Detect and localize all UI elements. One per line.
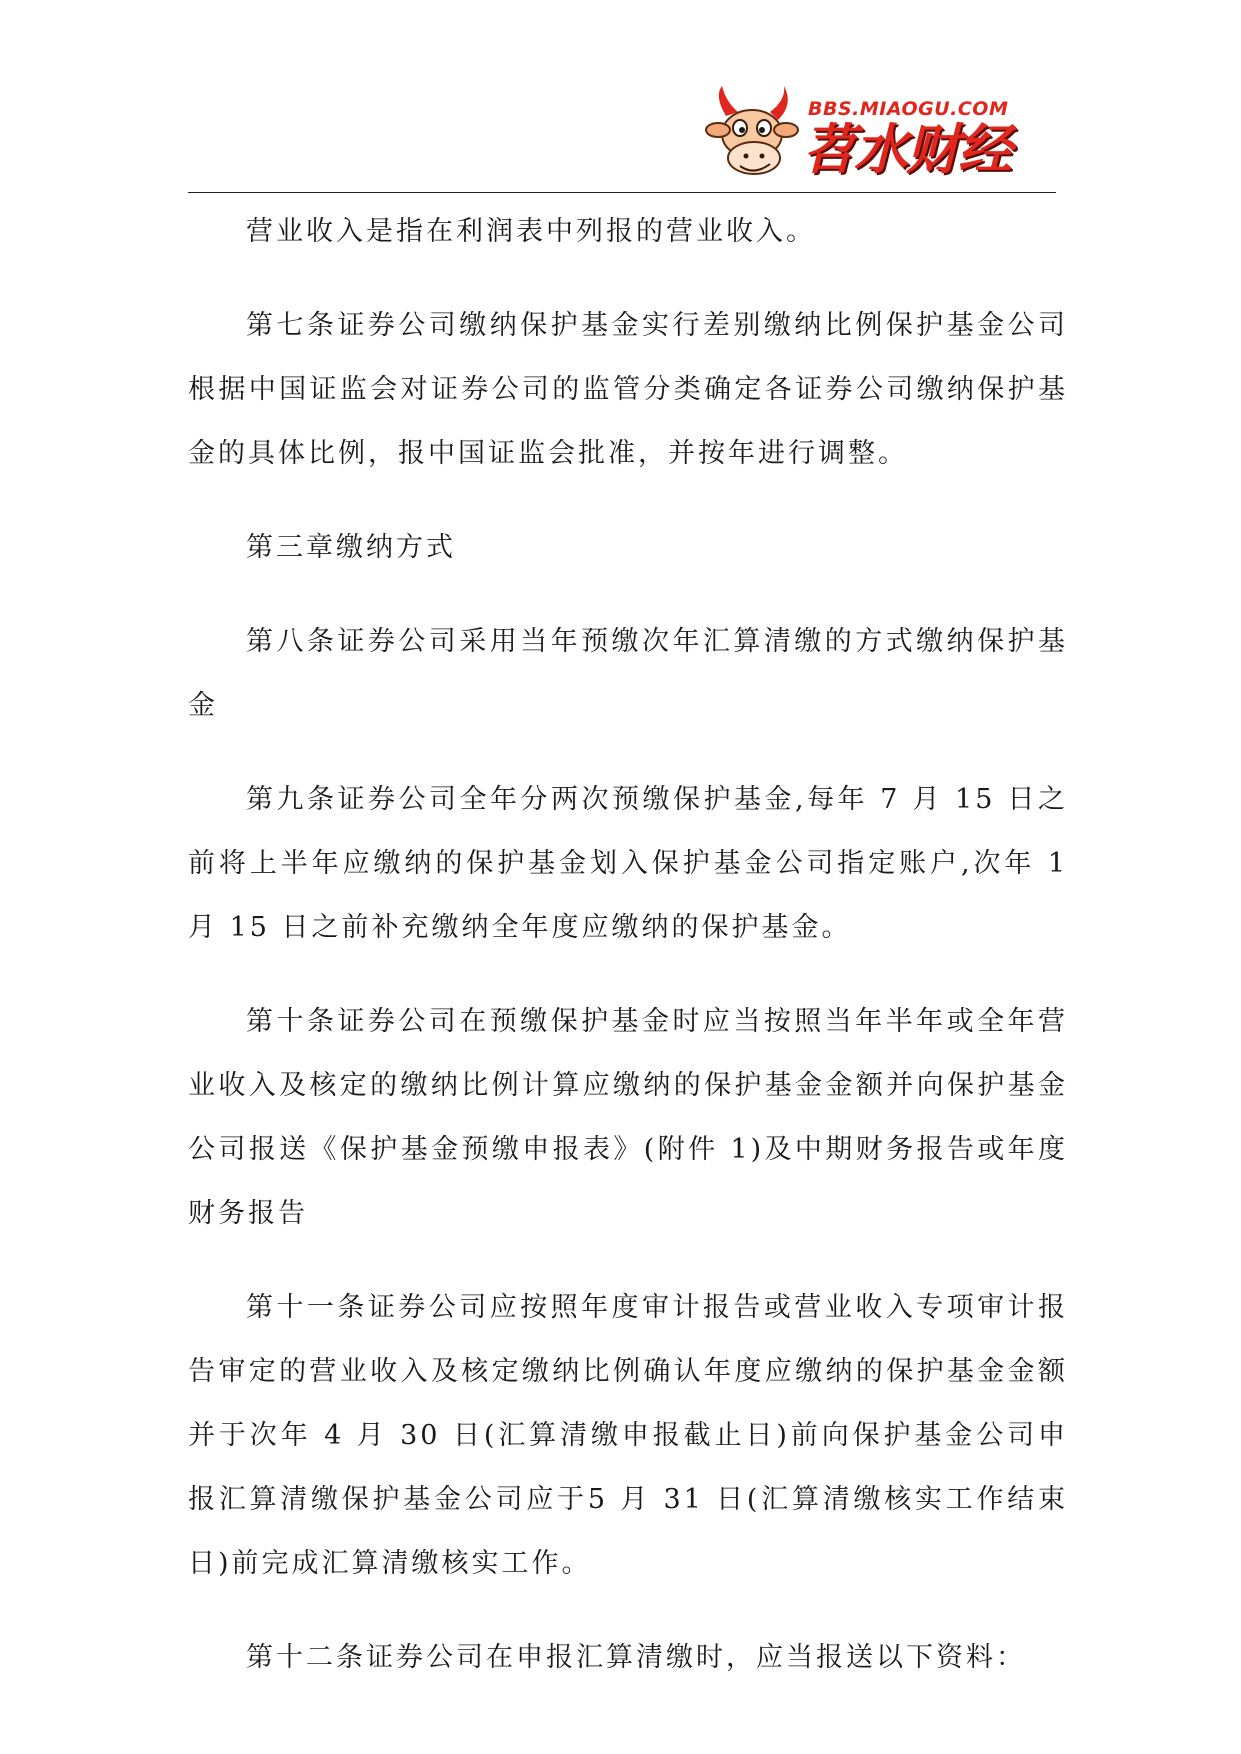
bull-mascot-icon <box>696 86 808 186</box>
page-header <box>188 80 1056 192</box>
chapter-heading: 第三章缴纳方式 <box>246 532 456 563</box>
paragraph: 第七条证券公司缴纳保护基金实行差别缴纳比例保护基金公司根据中国证监会对证券公司的监管分类确定各证券公司缴纳保护基金的具体比例，报中国证监会批准，并按年进行调整。 <box>188 310 1068 469</box>
paragraph: 第八条证券公司采用当年预缴次年汇算清缴的方式缴纳保护基金 <box>188 626 1068 721</box>
paragraph: 第十条证券公司在预缴保护基金时应当按照当年半年或全年营业收入及核定的缴纳比例计算应缴纳的保护基金金额并向保护基金公司报送《保护基金预缴申报表》(附件 1)及中期财务报告或年度财务报告 <box>188 1006 1068 1229</box>
header-divider <box>188 192 1056 193</box>
logo-url-text: BBS.MIAOGU.COM <box>808 98 1009 120</box>
site-logo[interactable] <box>696 86 1026 186</box>
paragraph: 第九条证券公司全年分两次预缴保护基金,每年 7 月 15 日之前将上半年应缴纳的保护基金划入保护基金公司指定账户,次年 1 月 15 日之前补充缴纳全年度应缴纳的保护基金。 <box>188 784 1068 943</box>
logo-name-text: 苕水财经 <box>802 118 1010 181</box>
document-body <box>188 200 1068 1720</box>
paragraph: 第十一条证券公司应按照年度审计报告或营业收入专项审计报告审定的营业收入及核定缴纳比例确认年度应缴纳的保护基金金额并于次年 4 月 30 日(汇算清缴申报截止日)前向保护基金公司申报汇算清缴保护基金公司应于5 月 31 日(汇算清缴核实工作结束日)前完成汇算清缴核实工作。 <box>188 1292 1068 1579</box>
paragraph: 营业收入是指在利润表中列报的营业收入。 <box>246 216 816 247</box>
paragraph: 第十二条证券公司在申报汇算清缴时，应当报送以下资料： <box>246 1642 1026 1673</box>
